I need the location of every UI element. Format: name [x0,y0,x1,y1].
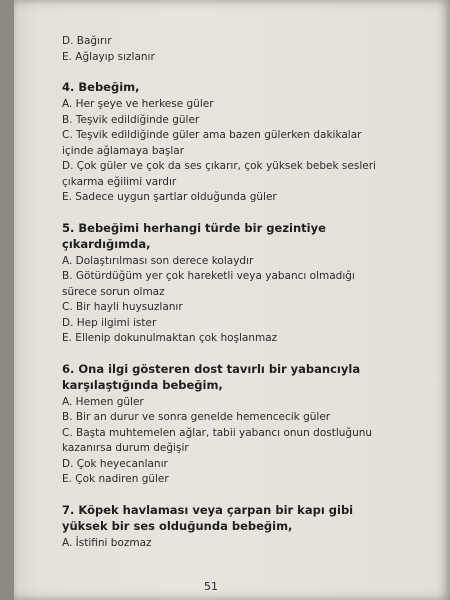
question-4 [62,79,392,206]
option-4e: E. Sadece uygun şartlar olduğunda güler [62,191,277,203]
question-6 [62,361,392,488]
option-5a: A. Dolaştırılması son derece kolaydır [62,254,254,267]
book-page [14,0,450,600]
question-6-title: 6. Ona ilgi gösteren dost tavırlı bir yabancıyla karşılaştığında bebeğim, [62,361,361,392]
option-5c: C. Bir hayli huysuzlanır [62,301,183,313]
option-6d: D. Çok heyecanlanır [62,457,168,470]
question-5-title: 5. Bebeğimi herhangi türde bir gezintiye çıkardığımda, [62,220,326,251]
option-6b: B. Bir an durur ve sonra genelde hemencecik güler [62,411,331,423]
question-4-title: 4. Bebeğim, [62,80,140,94]
question-7-title: 7. Köpek havlaması veya çarpan bir kapı gibi yüksek bir ses olduğunda bebeğim, [62,502,354,533]
option-4b: B. Teşvik edildiğinde güler [62,113,200,126]
option-5b: B. Götürdüğüm yer çok hareketli veya yabancı olmadığı sürece sorun olmaz [62,270,355,298]
option-7a: A. İstifini bozmaz [62,536,152,549]
question-5 [62,220,392,347]
option-5e: E. Ellenip dokunulmaktan çok hoşlanmaz [62,332,278,344]
option-4d: D. Çok güler ve çok da ses çıkarır, çok yüksek bebek sesleri çıkarma eğilimi vardır [62,160,376,188]
page-content [62,34,392,551]
option-3d: D. Bağırır [62,35,112,47]
option-4c: C. Teşvik edildiğinde güler ama bazen gülerken dakikalar içinde ağlamaya başlar [62,129,362,157]
option-4a: A. Her şeye ve herkese güler [62,98,214,110]
option-3e: E. Ağlayıp sızlanır [62,50,155,63]
option-6c: C. Başta muhtemelen ağlar, tabii yabancı onun dostluğunu kazanırsa durum değişir [62,426,373,454]
option-5d: D. Hep ilgimi ister [62,316,157,329]
page-number: 51 [204,580,218,593]
question-7 [62,502,392,552]
option-6e: E. Çok nadiren güler [62,473,169,485]
option-6a: A. Hemen güler [62,395,144,408]
